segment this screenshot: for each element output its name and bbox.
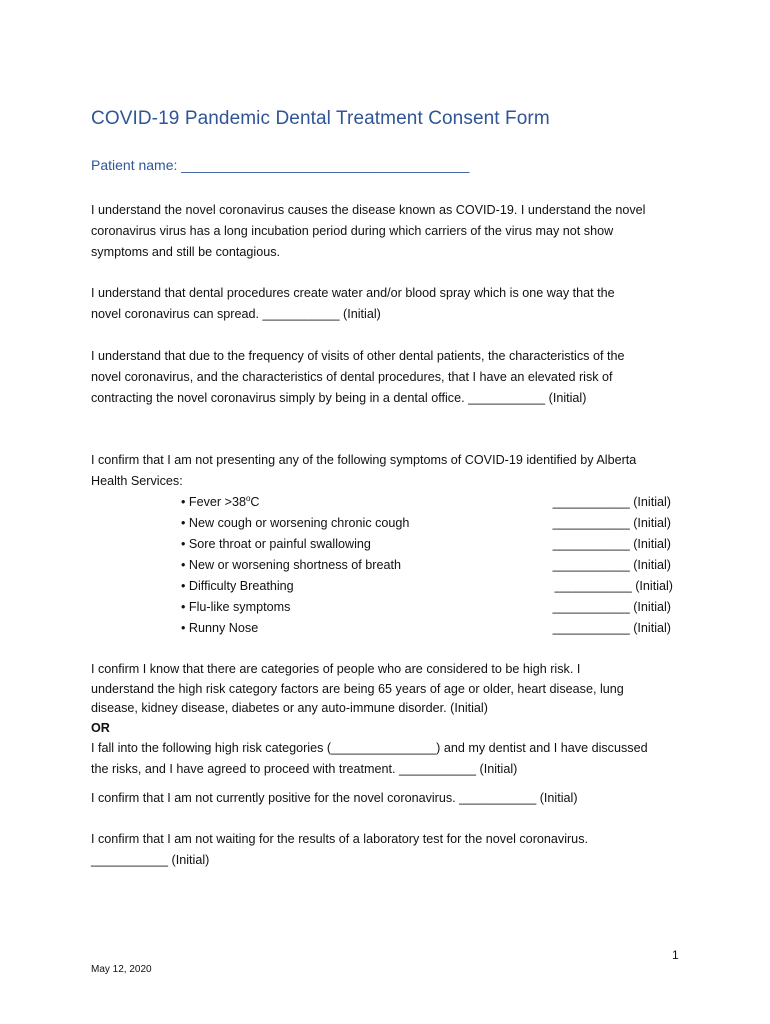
paragraph-line[interactable]: I confirm that I am not currently positive for the novel coronavirus. ___________ (Initial) (91, 791, 578, 805)
or-label: OR (91, 720, 110, 735)
fever-unit: C (250, 495, 260, 509)
initial-field[interactable]: ___________ (Initial) (552, 558, 671, 572)
paragraph-line[interactable]: the risks, and I have agreed to proceed with treatment. ___________ (Initial) (91, 762, 518, 776)
symptom-label: • Runny Nose (181, 621, 259, 635)
paragraph-line: Health Services: (91, 474, 183, 488)
paragraph-line: novel coronavirus, and the characteristics of dental procedures, that I have an elevated risk of (91, 370, 613, 384)
initial-field[interactable]: ___________ (Initial) (552, 495, 671, 509)
symptom-row (181, 597, 671, 618)
paragraph-symptoms-intro (91, 450, 691, 492)
degree-sup: o (245, 493, 251, 503)
paragraph-high-risk-consent (91, 738, 691, 780)
initial-field[interactable]: ___________ (Initial) (552, 516, 671, 530)
footer-date: May 12, 2020 (91, 964, 152, 975)
paragraph-line: I confirm that I am not presenting any of the following symptoms of COVID-19 identified by Alberta (91, 453, 637, 467)
symptom-label: • New cough or worsening chronic cough (181, 516, 410, 530)
page-number: 1 (672, 948, 679, 962)
paragraph-line[interactable]: novel coronavirus can spread. ___________ (Initial) (91, 307, 381, 321)
initial-field[interactable]: ___________ (Initial) (552, 600, 671, 614)
paragraph-line: symptoms and still be contagious. (91, 245, 280, 259)
paragraph-line: I understand that due to the frequency of visits of other dental patients, the characteristics of the (91, 349, 625, 363)
symptom-row (181, 555, 671, 576)
symptom-label: • Sore throat or painful swallowing (181, 537, 371, 551)
symptom-row (181, 534, 671, 555)
form-title: COVID-19 Pandemic Dental Treatment Consent Form (91, 108, 550, 129)
paragraph-line[interactable]: ___________ (Initial) (91, 853, 210, 867)
symptom-row (181, 576, 671, 597)
symptom-row (181, 618, 671, 639)
paragraph-elevated-risk (91, 346, 691, 409)
paragraph-line[interactable]: I fall into the following high risk categories (_______________) and my dentist and I have discussed (91, 741, 648, 755)
patient-name-field[interactable]: Patient name: _____________________________________ (91, 157, 470, 173)
fever-prefix: • Fever >38 (181, 495, 246, 509)
paragraph-line[interactable]: disease, kidney disease, diabetes or any auto-immune disorder. (Initial) (91, 701, 488, 715)
symptom-label: • New or worsening shortness of breath (181, 558, 402, 572)
paragraph-line: I understand the novel coronavirus causes the disease known as COVID-19. I understand the novel (91, 203, 646, 217)
symptom-row (181, 513, 671, 534)
paragraph-line: I confirm I know that there are categories of people who are considered to be high risk. I (91, 662, 581, 676)
paragraph-line[interactable]: contracting the novel coronavirus simply by being in a dental office. ___________ (Initial) (91, 391, 587, 405)
paragraph-incubation (91, 200, 691, 263)
paragraph-lab-test (91, 829, 691, 871)
paragraph-line: I understand that dental procedures create water and/or blood spray which is one way that the (91, 286, 615, 300)
paragraph-line: understand the high risk category factors are being 65 years of age or older, heart disease, lung (91, 681, 624, 696)
initial-field[interactable]: ___________ (Initial) (554, 579, 673, 593)
symptom-label: • Flu-like symptoms (181, 600, 291, 614)
paragraph-spray (91, 283, 691, 325)
initial-field[interactable]: ___________ (Initial) (552, 537, 671, 551)
paragraph-line: coronavirus virus has a long incubation period during which carriers of the virus may not show (91, 224, 614, 238)
symptom-row (181, 492, 671, 513)
symptom-label (181, 492, 260, 513)
paragraph-line: I confirm that I am not waiting for the results of a laboratory test for the novel coronavirus. (91, 832, 588, 846)
initial-field[interactable]: ___________ (Initial) (552, 621, 671, 635)
symptom-label: • Difficulty Breathing (181, 579, 294, 593)
paragraph-high-risk-categories (91, 660, 691, 738)
paragraph-not-positive (91, 788, 691, 809)
